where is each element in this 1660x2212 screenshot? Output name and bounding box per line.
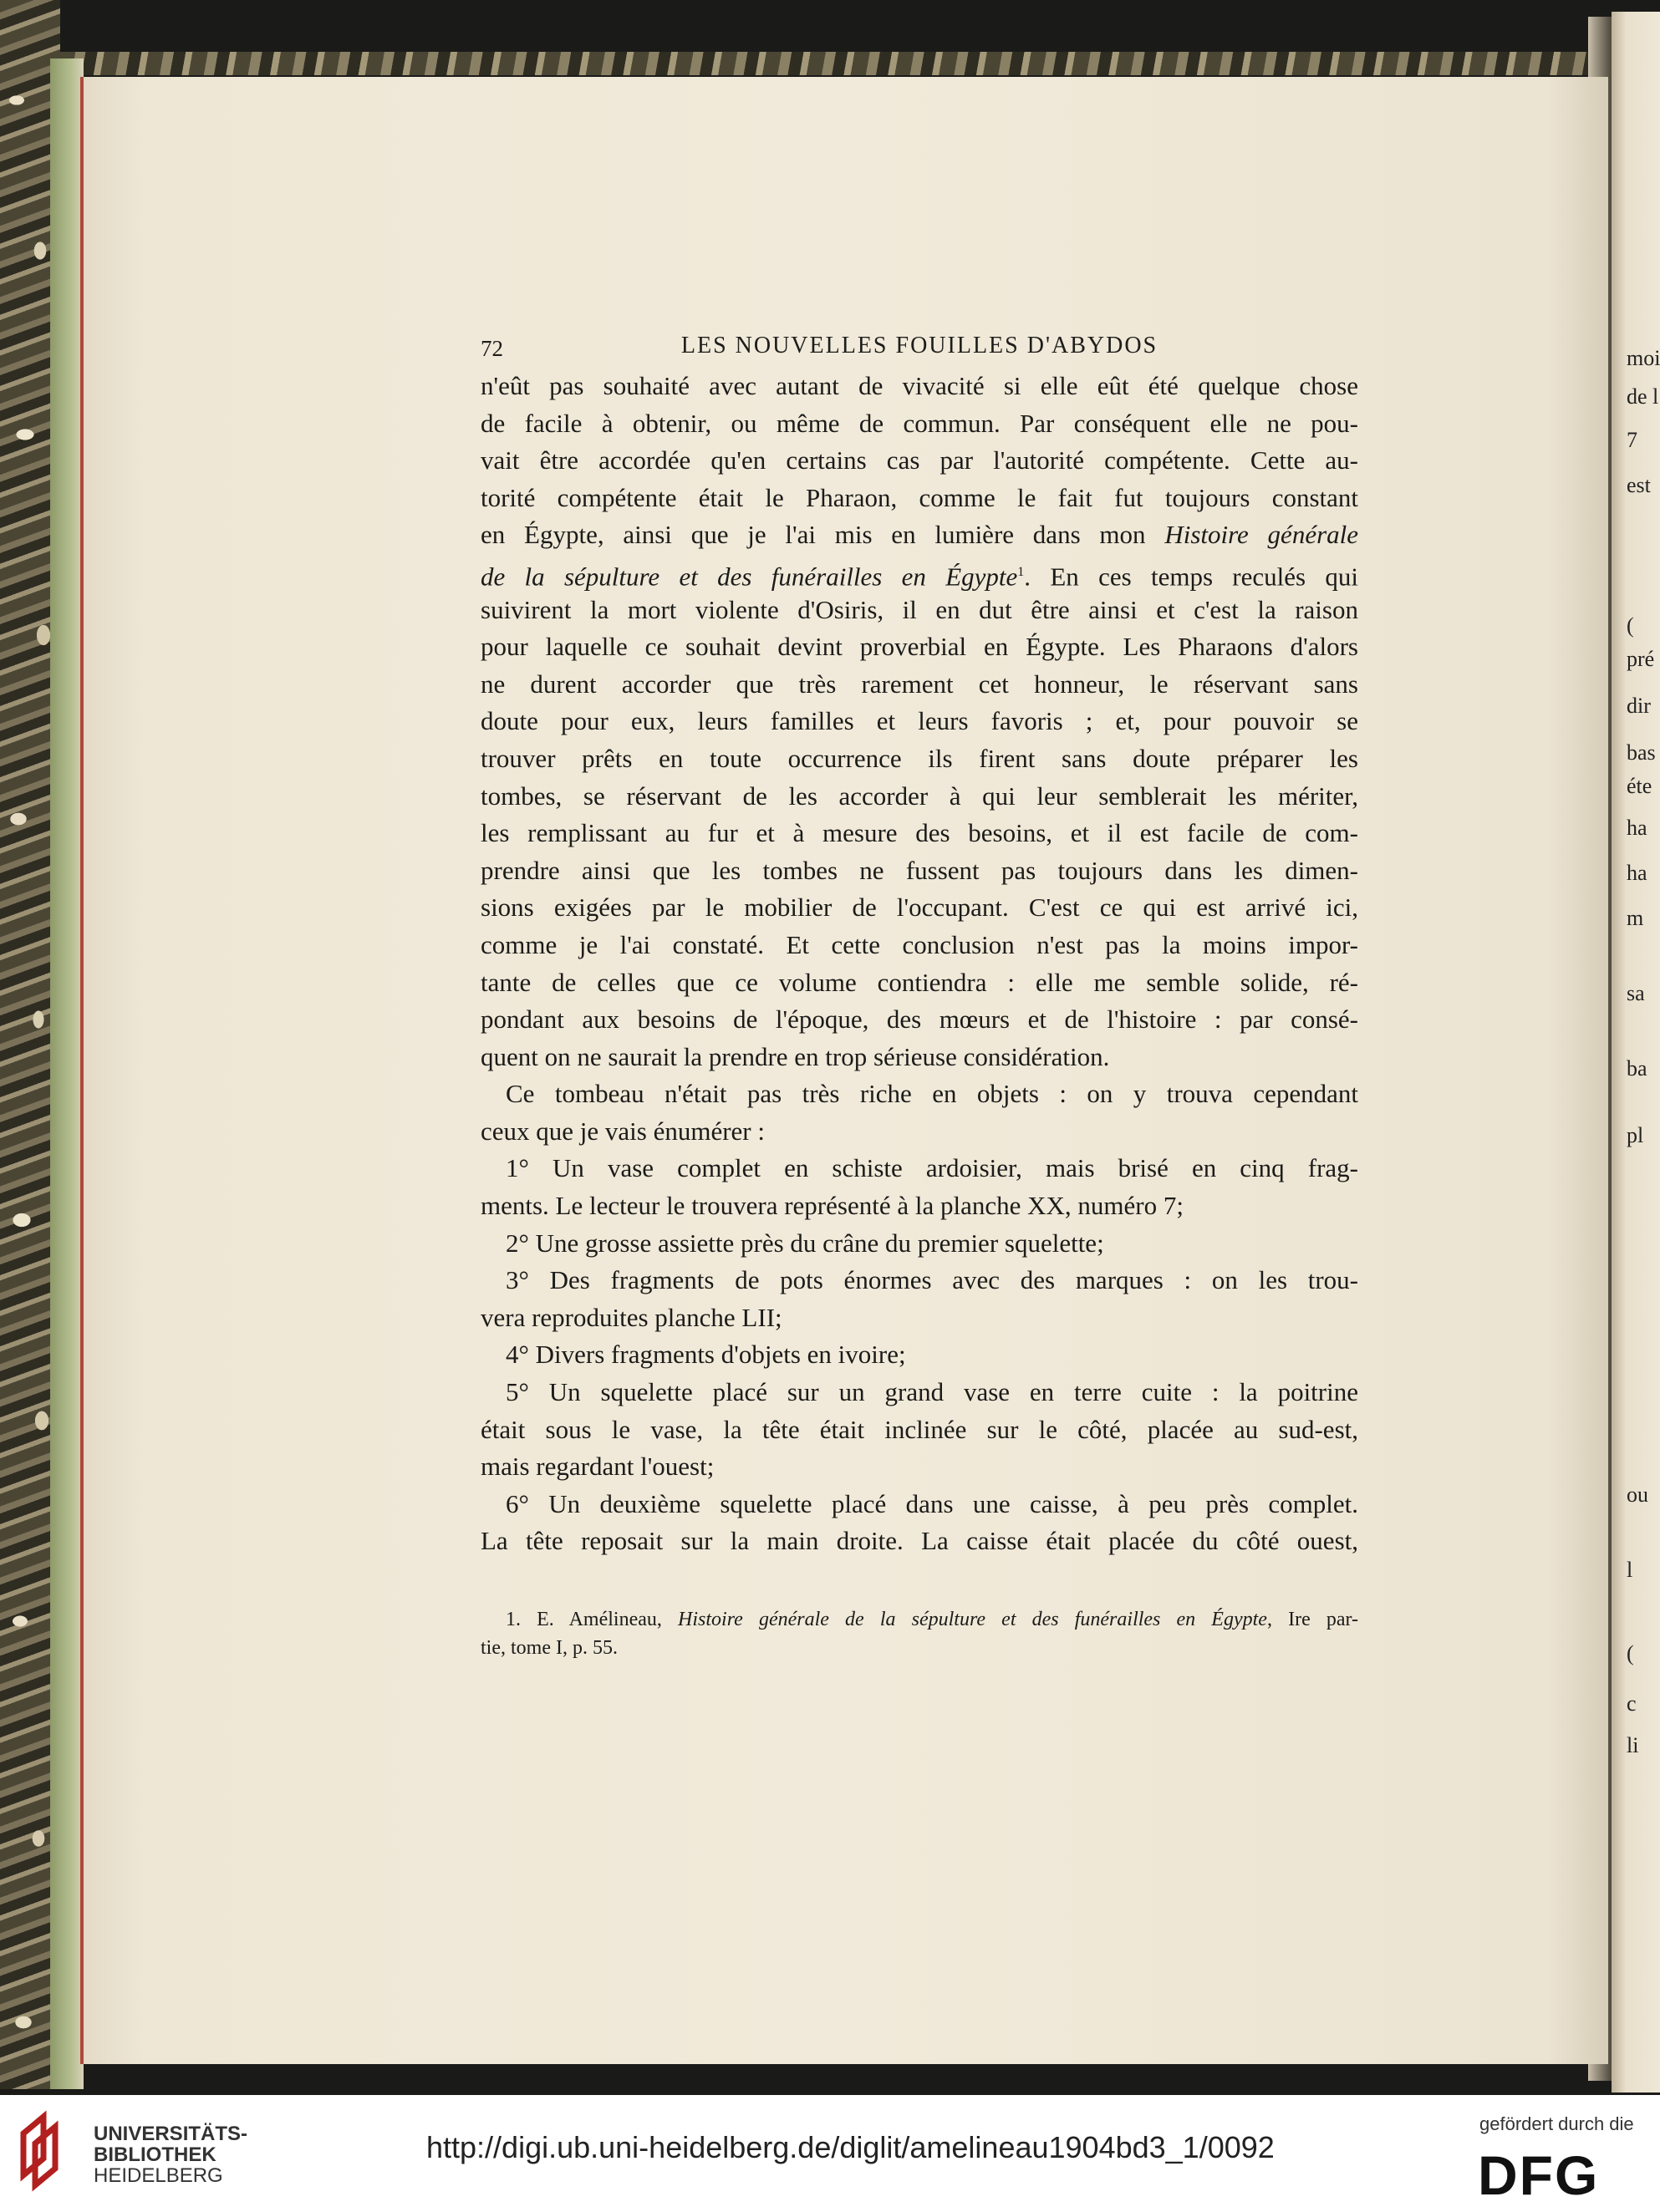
marbled-board-top — [60, 52, 1590, 75]
library-footer-bar — [0, 2095, 1660, 2212]
text-line: torité compétente était le Pharaon, comme le fait fut toujours constant — [481, 482, 1358, 512]
next-page-fragment: pré — [1627, 647, 1655, 671]
text-line: quent on ne saurait la prendre en trop sérieuse considération. — [481, 1041, 1110, 1071]
next-page-fragment: de l — [1627, 384, 1659, 409]
list-item: 6° Un deuxième squelette placé dans une caisse, à peu près complet. — [506, 1488, 1358, 1518]
page-number: 72 — [481, 336, 503, 361]
paragraph-1 — [481, 368, 1358, 1075]
paragraph-2 — [481, 1075, 1358, 1150]
list-item-cont: La tête reposait sur la main droite. La caisse était placée du côté ouest, — [481, 1526, 1358, 1556]
next-page-fragment: ha — [1627, 816, 1647, 840]
next-page-fragment: c — [1627, 1691, 1637, 1716]
footnote-line: tie, tome I, p. 55. — [481, 1637, 618, 1659]
list-item-cont: était sous le vase, la tête était inclinée sur le côté, placée au sud-est, — [481, 1414, 1358, 1444]
text-line: tombes, se réservant de les accorder à qui leur semblerait les mériter, — [481, 781, 1358, 811]
body-text — [481, 368, 1358, 1560]
text-line: prendre ainsi que les tombes ne fussent pas toujours dans les dimen- — [481, 855, 1358, 885]
next-page-fragment: l — [1627, 1558, 1633, 1582]
italic-title: Histoire générale — [1164, 520, 1359, 550]
text-line: ne durent accorder que très rarement cet honneur, le réservant sans — [481, 669, 1358, 699]
header-title: LES NOUVELLES FOUILLES D'ABYDOS — [680, 333, 1158, 358]
text-line: suivirent la mort violente d'Osiris, il en dut être ainsi et c'est la raison — [481, 594, 1358, 624]
next-page-fragment: ha — [1627, 861, 1647, 885]
next-page-fragment: li — [1627, 1733, 1639, 1757]
list-item-cont: mais regardant l'ouest; — [481, 1452, 715, 1482]
next-page-fragment: pl — [1627, 1123, 1644, 1147]
next-page-fragment: ( — [1627, 1641, 1634, 1665]
footnote-line: 1. E. Amélineau, Histoire générale de la sépulture et des funérailles en Égypte, Ire par- — [506, 1609, 1359, 1630]
text-line: Ce tombeau n'était pas très riche en objets : on y trouva cependant — [506, 1079, 1358, 1109]
text-line: ceux que je vais énumérer : — [481, 1116, 765, 1146]
text-line: tante de celles que ce volume contiendra : elle me semble solide, ré- — [481, 967, 1358, 997]
next-page-fragment: ( — [1627, 613, 1634, 638]
library-name[interactable]: UNIVERSITÄTS- BIBLIOTHEK HEIDELBERG — [94, 2123, 248, 2187]
text-line: trouver prêts en toute occurrence ils firent sans doute préparer les — [481, 743, 1358, 773]
italic-title: de la sépulture et des funérailles en Égypte — [481, 562, 1018, 592]
running-head — [481, 333, 1358, 366]
next-page-edge — [1612, 12, 1660, 2093]
list-item: 2° Une grosse assiette près du crâne du premier squelette; — [506, 1228, 1104, 1258]
next-page-fragment: moi — [1627, 346, 1660, 370]
next-page-fragment: ba — [1627, 1056, 1647, 1081]
list-item: 5° Un squelette placé sur un grand vase en terre cuite : la poitrine — [506, 1377, 1358, 1407]
next-page-fragment: est — [1627, 473, 1651, 497]
next-page-fragment: sa — [1627, 981, 1645, 1005]
next-page-fragment: 7 — [1627, 428, 1637, 452]
next-page-fragment: éte — [1627, 774, 1652, 798]
text-line: n'eût pas souhaité avec autant de vivacité si elle eût été quelque chose — [481, 371, 1358, 400]
list-item-cont: vera reproduites planche LII; — [481, 1302, 782, 1332]
text-line: sions exigées par le mobilier de l'occupant. C'est ce qui est arrivé ici, — [481, 892, 1358, 923]
next-page-fragment: m — [1627, 906, 1644, 930]
text-line: pour laquelle ce souhait devint proverbial en Égypte. Les Pharaons d'alors — [481, 632, 1358, 662]
board-edge — [50, 58, 84, 2089]
list-item: 1° Un vase complet en schiste ardoisier, mais brisé en cinq frag- — [506, 1153, 1358, 1183]
footnote-ref: 1 — [1017, 564, 1025, 579]
permalink-url[interactable]: http://digi.ub.uni-heidelberg.de/diglit/amelineau1904bd3_1/0092 — [426, 2130, 1275, 2164]
next-page-fragment: bas — [1627, 740, 1656, 765]
next-page-fragment: dir — [1627, 694, 1651, 718]
university-library-logo-icon[interactable] — [17, 2108, 84, 2192]
list-item-cont: ments. Le lecteur le trouvera représenté à la planche XX, numéro 7; — [481, 1191, 1184, 1221]
text-line: comme je l'ai constaté. Et cette conclusion n'est pas la moins impor- — [481, 929, 1358, 959]
text-line: en Égypte, ainsi que je l'ai mis en lumière dans mon Histoire générale — [481, 520, 1359, 550]
list-item: 3° Des fragments de pots énormes avec des marques : on les trou- — [506, 1265, 1358, 1295]
funded-by-label: gefördert durch die — [1479, 2113, 1634, 2134]
dfg-logo[interactable]: DFG — [1478, 2144, 1600, 2206]
object-list — [481, 1150, 1358, 1560]
next-page-fragment: ou — [1627, 1482, 1648, 1507]
text-line: doute pour eux, leurs familles et leurs favoris ; et, pour pouvoir se — [481, 706, 1358, 736]
text-line: les remplissant au fur et à mesure des besoins, et il est facile de com- — [481, 818, 1358, 848]
text-line: de facile à obtenir, ou même de commun. Par conséquent elle ne pou- — [481, 408, 1358, 438]
text-line: pondant aux besoins de l'époque, des mœurs et de l'histoire : par consé- — [481, 1004, 1358, 1035]
text-line: vait être accordée qu'en certains cas par l'autorité compétente. Cette au- — [481, 445, 1358, 475]
list-item: 4° Divers fragments d'objets en ivoire; — [506, 1340, 906, 1370]
text-line: de la sépulture et des funérailles en Égypte$^1$. En ces temps reculés qui — [481, 562, 1358, 592]
footnote — [481, 1609, 1358, 1665]
